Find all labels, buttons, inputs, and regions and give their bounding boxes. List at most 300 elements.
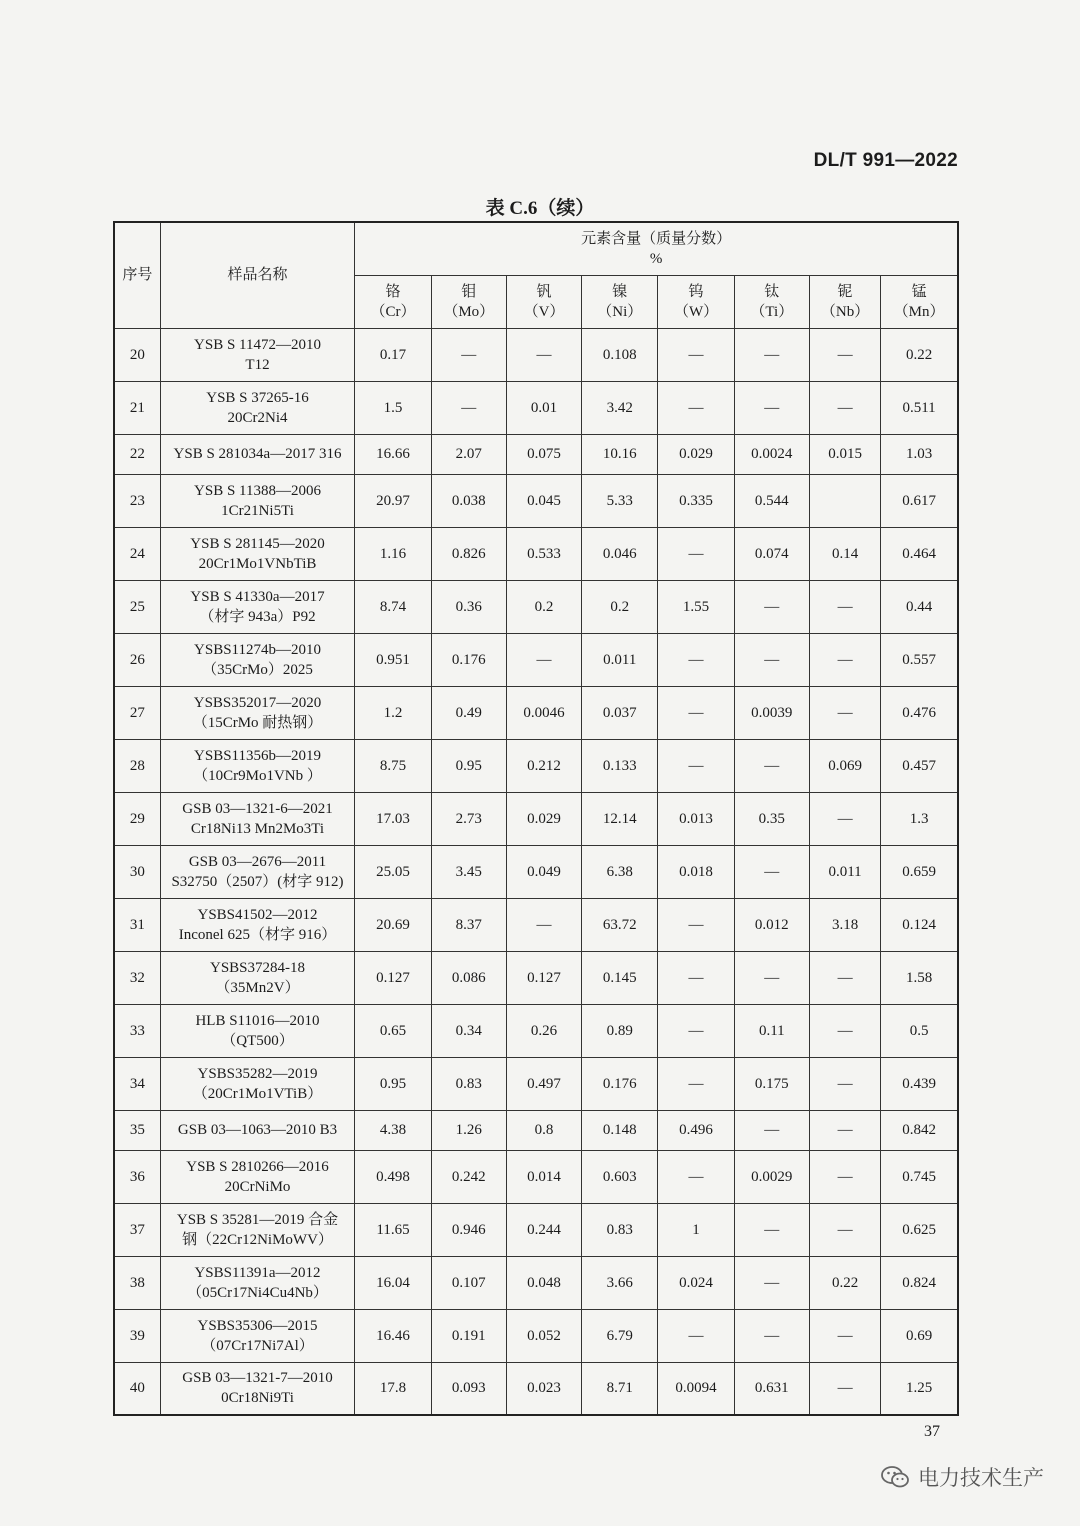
row-value: — (809, 633, 880, 686)
element-symbol: （Cr） (370, 303, 416, 320)
row-sample-name (160, 381, 355, 434)
row-value: 0.037 (582, 686, 658, 739)
row-value: — (734, 580, 809, 633)
sample-name-line: YSBS35282—2019 (197, 1065, 318, 1082)
row-value: 0.0039 (734, 686, 809, 739)
row-value: 0.048 (506, 1256, 581, 1309)
sample-name-line: YSBS11356b—2019 (194, 747, 321, 764)
element-name: 锰 (911, 283, 927, 300)
row-value: — (734, 951, 809, 1004)
row-value: 0.457 (881, 739, 958, 792)
table-row (114, 686, 958, 739)
row-value: — (734, 739, 809, 792)
row-value: 0.497 (506, 1057, 581, 1110)
element-symbol: （Mo） (443, 303, 495, 320)
row-value: 0.086 (431, 951, 506, 1004)
element-name: 钨 (688, 283, 704, 300)
table-row (114, 527, 958, 580)
row-value: 3.66 (582, 1256, 658, 1309)
row-value: 0.44 (881, 580, 958, 633)
row-value: 0.557 (881, 633, 958, 686)
row-value: 0.124 (881, 898, 958, 951)
element-symbol: （V） (523, 303, 565, 320)
row-sample-name (160, 1362, 355, 1415)
sample-name-line: （15CrMo 耐热钢） (192, 714, 323, 731)
row-seq: 40 (114, 1362, 160, 1415)
row-seq: 38 (114, 1256, 160, 1309)
row-value: 0.95 (355, 1057, 431, 1110)
sample-name-line: YSBS37284-18 (209, 959, 306, 976)
sample-name-line: GSB 03—2676—2011 (188, 853, 327, 870)
row-value: — (506, 328, 581, 381)
sample-name-line: 20Cr1Mo1VNbTiB (198, 555, 317, 572)
table-caption: 表 C.6（续） (485, 198, 595, 219)
sample-name-line: YSBS35306—2015 (197, 1317, 318, 1334)
header-element (582, 275, 658, 328)
row-value: 1.03 (881, 434, 958, 474)
row-value: 0.49 (431, 686, 506, 739)
wechat-icon (880, 1464, 910, 1490)
sample-name-line: Cr18Ni13 Mn2Mo3Ti (190, 820, 325, 837)
row-value: 0.34 (431, 1004, 506, 1057)
row-value: 0.83 (582, 1203, 658, 1256)
table-row (114, 739, 958, 792)
sample-name-line: YSBS11274b—2010 (194, 641, 321, 658)
row-value: — (658, 527, 734, 580)
sample-name-line: （QT500） (221, 1032, 294, 1049)
sample-name-line: （20Cr1Mo1VTiB） (192, 1085, 323, 1102)
element-symbol: （Nb） (820, 303, 870, 320)
table-row (114, 1110, 958, 1150)
row-value: 0.108 (582, 328, 658, 381)
row-value: 3.45 (431, 845, 506, 898)
row-value: 0.826 (431, 527, 506, 580)
header-element (355, 275, 431, 328)
row-value: — (734, 328, 809, 381)
sample-name-line: （35Mn2V） (215, 979, 300, 996)
row-value: 0.11 (734, 1004, 809, 1057)
row-value: 3.42 (582, 381, 658, 434)
row-value: 0.244 (506, 1203, 581, 1256)
header-element (658, 275, 734, 328)
row-value: — (658, 898, 734, 951)
row-sample-name (160, 739, 355, 792)
row-seq: 30 (114, 845, 160, 898)
row-seq: 39 (114, 1309, 160, 1362)
row-sample-name (160, 1004, 355, 1057)
row-sample-name (160, 580, 355, 633)
row-value: 17.8 (355, 1362, 431, 1415)
row-value: 0.175 (734, 1057, 809, 1110)
row-sample-name (160, 792, 355, 845)
row-value: 0.26 (506, 1004, 581, 1057)
watermark (880, 1462, 1044, 1492)
table-row (114, 328, 958, 381)
row-value: 1.26 (431, 1110, 506, 1150)
row-value: 0.075 (506, 434, 581, 474)
row-seq: 29 (114, 792, 160, 845)
row-value: 0.242 (431, 1150, 506, 1203)
row-sample-name (160, 328, 355, 381)
row-value: 0.052 (506, 1309, 581, 1362)
sample-name-line: 0Cr18Ni9Ti (221, 1390, 294, 1407)
row-value: — (809, 381, 880, 434)
row-value: 1.16 (355, 527, 431, 580)
row-value: 1 (658, 1203, 734, 1256)
row-value: 6.38 (582, 845, 658, 898)
row-value: 0.22 (809, 1256, 880, 1309)
row-value: — (809, 792, 880, 845)
sample-name-line: 钢（22Cr12NiMoWV） (182, 1231, 333, 1248)
header-group-title: 元素含量（质量分数） (581, 230, 732, 247)
row-value: 2.73 (431, 792, 506, 845)
row-value: 0.511 (881, 381, 958, 434)
sample-name-line: S32750（2507）(材字 912) (171, 873, 344, 890)
row-value: — (809, 1203, 880, 1256)
row-value: 0.024 (658, 1256, 734, 1309)
row-value: 3.18 (809, 898, 880, 951)
row-value: 16.04 (355, 1256, 431, 1309)
row-sample-name (160, 474, 355, 527)
element-symbol: （Mn） (893, 303, 945, 320)
row-value: 1.2 (355, 686, 431, 739)
row-value: 0.617 (881, 474, 958, 527)
row-value: 0.107 (431, 1256, 506, 1309)
row-sample-name (160, 1309, 355, 1362)
row-value: — (809, 1309, 880, 1362)
row-seq: 27 (114, 686, 160, 739)
row-value: 0.191 (431, 1309, 506, 1362)
table-row (114, 1057, 958, 1110)
row-value: 0.36 (431, 580, 506, 633)
row-value: 0.5 (881, 1004, 958, 1057)
table-row (114, 580, 958, 633)
row-value: 0.029 (658, 434, 734, 474)
row-value: 12.14 (582, 792, 658, 845)
row-value: 0.176 (582, 1057, 658, 1110)
row-value: 0.625 (881, 1203, 958, 1256)
row-seq: 37 (114, 1203, 160, 1256)
row-seq: 36 (114, 1150, 160, 1203)
table-row (114, 1203, 958, 1256)
row-value: 0.018 (658, 845, 734, 898)
row-value: 0.2 (506, 580, 581, 633)
row-value: — (658, 328, 734, 381)
document-code: DL/T 991—2022 (813, 150, 958, 171)
sample-name-line: T12 (245, 356, 270, 373)
row-value: 0.8 (506, 1110, 581, 1150)
table-row (114, 434, 958, 474)
row-value: 0.439 (881, 1057, 958, 1110)
row-seq: 20 (114, 328, 160, 381)
row-sample-name (160, 633, 355, 686)
sample-name-line: YSB S 281034a—2017 316 (173, 446, 342, 462)
header-sample-name: 样品名称 (160, 222, 355, 328)
row-value: 0.22 (881, 328, 958, 381)
row-value: 0.476 (881, 686, 958, 739)
row-value (809, 474, 880, 527)
row-value: 0.212 (506, 739, 581, 792)
row-value: — (809, 328, 880, 381)
element-name: 铬 (385, 283, 401, 300)
table-row (114, 1362, 958, 1415)
watermark-text: 电力技术生产 (918, 1466, 1044, 1490)
row-value: — (809, 1110, 880, 1150)
sample-name-line: 20CrNiMo (224, 1178, 291, 1195)
row-value: 0.496 (658, 1110, 734, 1150)
element-name: 钛 (764, 283, 780, 300)
row-value: 0.038 (431, 474, 506, 527)
row-value: 0.133 (582, 739, 658, 792)
row-value: 0.533 (506, 527, 581, 580)
row-value: 0.029 (506, 792, 581, 845)
sample-name-line: YSB S 11472—2010 (194, 336, 321, 353)
row-value: — (658, 381, 734, 434)
element-name: 钼 (461, 283, 477, 300)
row-seq: 31 (114, 898, 160, 951)
row-value: 8.71 (582, 1362, 658, 1415)
row-value: 16.66 (355, 434, 431, 474)
header-element (506, 275, 581, 328)
sample-name-line: Inconel 625（材字 916） (178, 926, 337, 943)
row-sample-name (160, 1110, 355, 1150)
table-row (114, 1150, 958, 1203)
sample-name-line: YSB S 2810266—2016 (186, 1158, 329, 1175)
sample-name-line: 1Cr21Ni5Ti (221, 502, 294, 519)
row-value: 0.049 (506, 845, 581, 898)
table-row (114, 381, 958, 434)
row-seq: 26 (114, 633, 160, 686)
row-seq: 24 (114, 527, 160, 580)
row-value: 0.659 (881, 845, 958, 898)
header-element (881, 275, 958, 328)
row-value: 10.16 (582, 434, 658, 474)
row-value: — (809, 1057, 880, 1110)
row-seq: 28 (114, 739, 160, 792)
row-value: 0.012 (734, 898, 809, 951)
row-value: — (809, 951, 880, 1004)
table-row (114, 474, 958, 527)
row-value: 0.145 (582, 951, 658, 1004)
row-value: 0.745 (881, 1150, 958, 1203)
row-value: — (431, 381, 506, 434)
row-sample-name (160, 527, 355, 580)
row-value: 8.75 (355, 739, 431, 792)
row-value: — (658, 951, 734, 1004)
header-group-unit: % (649, 250, 663, 267)
row-value: 0.01 (506, 381, 581, 434)
table-row (114, 1256, 958, 1309)
row-value: 0.045 (506, 474, 581, 527)
sample-name-line: YSBS41502—2012 (197, 906, 318, 923)
row-seq: 23 (114, 474, 160, 527)
row-value: 0.35 (734, 792, 809, 845)
row-sample-name (160, 434, 355, 474)
row-value: 0.074 (734, 527, 809, 580)
row-value: — (658, 633, 734, 686)
sample-name-line: HLB S11016—2010 (195, 1012, 320, 1029)
row-value: 0.464 (881, 527, 958, 580)
row-value: 0.498 (355, 1150, 431, 1203)
row-value: 1.25 (881, 1362, 958, 1415)
row-value: 1.55 (658, 580, 734, 633)
row-value: 0.946 (431, 1203, 506, 1256)
row-value: 0.842 (881, 1110, 958, 1150)
row-seq: 32 (114, 951, 160, 1004)
row-value: — (658, 1309, 734, 1362)
sample-name-line: YSBS11391a—2012 (194, 1264, 321, 1281)
row-value: 0.824 (881, 1256, 958, 1309)
row-value: 0.14 (809, 527, 880, 580)
row-sample-name (160, 686, 355, 739)
sample-name-line: （35CrMo）2025 (202, 661, 313, 678)
header-element-group (355, 222, 958, 275)
row-value: — (658, 739, 734, 792)
table-body (114, 328, 958, 1415)
element-symbol: （Ni） (597, 303, 643, 320)
composition-table (113, 221, 959, 1416)
row-value: 0.0029 (734, 1150, 809, 1203)
element-symbol: （W） (673, 303, 719, 320)
row-seq: 33 (114, 1004, 160, 1057)
sample-name-line: YSBS352017—2020 (193, 694, 322, 711)
row-value: — (809, 1004, 880, 1057)
row-value: — (658, 1057, 734, 1110)
row-value: — (734, 633, 809, 686)
row-value: 0.011 (809, 845, 880, 898)
row-value: 0.093 (431, 1362, 506, 1415)
row-value: 0.023 (506, 1362, 581, 1415)
table-row (114, 792, 958, 845)
element-symbol: （Ti） (750, 303, 794, 320)
row-value: 0.69 (881, 1309, 958, 1362)
sample-name-line: 20Cr2Ni4 (227, 409, 288, 426)
row-value: 20.97 (355, 474, 431, 527)
row-value: 1.5 (355, 381, 431, 434)
row-value: 0.0024 (734, 434, 809, 474)
element-name: 镍 (612, 283, 628, 300)
row-value: 6.79 (582, 1309, 658, 1362)
row-seq: 35 (114, 1110, 160, 1150)
row-sample-name (160, 1150, 355, 1203)
row-sample-name (160, 1256, 355, 1309)
row-value: 0.127 (506, 951, 581, 1004)
row-value: 17.03 (355, 792, 431, 845)
row-sample-name (160, 951, 355, 1004)
table-row (114, 1004, 958, 1057)
header-element (809, 275, 880, 328)
row-value: 0.0094 (658, 1362, 734, 1415)
row-value: 0.127 (355, 951, 431, 1004)
row-sample-name (160, 845, 355, 898)
sample-name-line: YSB S 35281—2019 合金 (176, 1211, 339, 1228)
row-value: — (734, 381, 809, 434)
row-value: — (734, 1203, 809, 1256)
row-value: 0.0046 (506, 686, 581, 739)
row-value: — (658, 686, 734, 739)
row-seq: 22 (114, 434, 160, 474)
row-value: 0.013 (658, 792, 734, 845)
row-value: 8.74 (355, 580, 431, 633)
row-value: 0.95 (431, 739, 506, 792)
row-value: 5.33 (582, 474, 658, 527)
row-value: 0.069 (809, 739, 880, 792)
sample-name-line: YSB S 281145—2020 (190, 535, 325, 552)
row-value: 8.37 (431, 898, 506, 951)
row-value: 2.07 (431, 434, 506, 474)
row-value: — (734, 845, 809, 898)
row-value: 0.046 (582, 527, 658, 580)
table-row (114, 898, 958, 951)
header-seq: 序号 (114, 222, 160, 328)
row-value: 0.335 (658, 474, 734, 527)
header-element (734, 275, 809, 328)
row-sample-name (160, 898, 355, 951)
sample-name-line: （07Cr17Ni7Al） (201, 1337, 314, 1354)
row-value: 0.83 (431, 1057, 506, 1110)
table-row (114, 845, 958, 898)
row-value: — (809, 686, 880, 739)
row-seq: 21 (114, 381, 160, 434)
page-number: 37 (924, 1423, 940, 1440)
row-value: — (734, 1309, 809, 1362)
row-value: 0.951 (355, 633, 431, 686)
row-value: 1.3 (881, 792, 958, 845)
sample-name-line: YSB S 11388—2006 (194, 482, 321, 499)
row-value: — (506, 898, 581, 951)
row-value: 0.015 (809, 434, 880, 474)
row-value: 0.011 (582, 633, 658, 686)
row-value: 25.05 (355, 845, 431, 898)
sample-name-line: （材字 943a）P92 (199, 608, 316, 625)
sample-name-line: （05Cr17Ni4Cu4Nb） (187, 1284, 328, 1301)
table-row (114, 1309, 958, 1362)
row-sample-name (160, 1057, 355, 1110)
row-value: — (809, 1150, 880, 1203)
sample-name-line: YSB S 37265-16 (206, 389, 309, 406)
row-value: 4.38 (355, 1110, 431, 1150)
row-value: 0.014 (506, 1150, 581, 1203)
row-value: — (431, 328, 506, 381)
row-value: 20.69 (355, 898, 431, 951)
row-value: — (809, 1362, 880, 1415)
row-value: 0.631 (734, 1362, 809, 1415)
row-value: 0.17 (355, 328, 431, 381)
sample-name-line: GSB 03—1321-6—2021 (182, 800, 333, 817)
table-row (114, 633, 958, 686)
row-value: 0.603 (582, 1150, 658, 1203)
row-value: — (809, 580, 880, 633)
element-name: 铌 (837, 283, 853, 300)
row-value: 0.89 (582, 1004, 658, 1057)
row-value: — (734, 1256, 809, 1309)
sample-name-line: GSB 03—1063—2010 B3 (177, 1122, 338, 1138)
row-value: 0.2 (582, 580, 658, 633)
element-name: 钒 (536, 283, 552, 300)
row-sample-name (160, 1203, 355, 1256)
row-value: 16.46 (355, 1309, 431, 1362)
sample-name-line: （10Cr9Mo1VNb ） (193, 767, 322, 784)
row-value: — (506, 633, 581, 686)
table-row (114, 951, 958, 1004)
row-value: — (734, 1110, 809, 1150)
row-value: 0.544 (734, 474, 809, 527)
sample-name-line: YSB S 41330a—2017 (190, 588, 325, 605)
row-value: 0.65 (355, 1004, 431, 1057)
sample-name-line: GSB 03—1321-7—2010 (182, 1370, 333, 1387)
row-value: 0.148 (582, 1110, 658, 1150)
row-seq: 25 (114, 580, 160, 633)
